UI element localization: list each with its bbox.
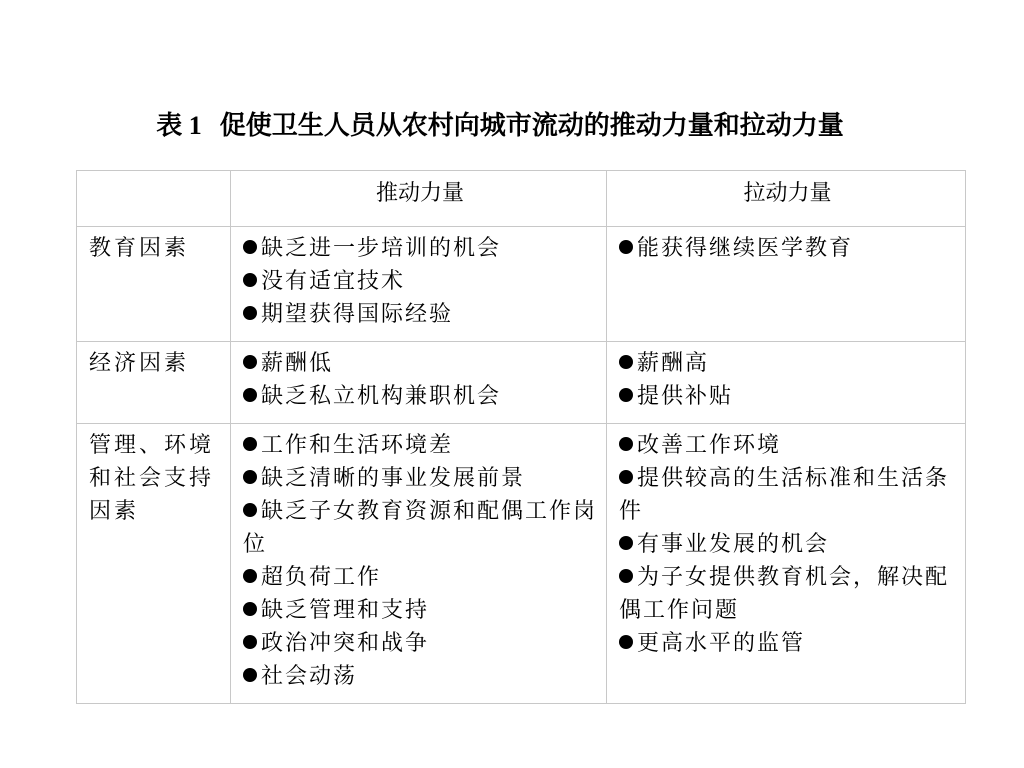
push-cell: [231, 342, 607, 424]
bullet-icon: [619, 437, 633, 451]
bullet-icon: [243, 388, 257, 402]
push-cell: [231, 424, 607, 704]
table-number: 表 1: [156, 111, 202, 140]
factor-label: 经济因素: [77, 342, 231, 424]
pull-list: [619, 347, 956, 413]
list-item-text: 没有适宜技术: [261, 269, 406, 294]
list-item: [619, 429, 956, 462]
push-list: [243, 347, 597, 413]
list-item-text: 薪酬低: [261, 351, 334, 376]
list-item: [243, 429, 597, 462]
table-row-management: [77, 424, 966, 704]
table-row-education: [77, 227, 966, 342]
bullet-icon: [619, 569, 633, 583]
list-item: [619, 380, 956, 413]
bullet-icon: [619, 635, 633, 649]
bullet-icon: [243, 569, 257, 583]
list-item-text: 缺乏子女教育资源和配偶工作岗位: [243, 499, 598, 557]
header-pull: 拉动力量: [607, 171, 966, 227]
push-list: [243, 429, 597, 693]
table-header-row: [77, 171, 966, 227]
list-item-text: 缺乏进一步培训的机会: [261, 236, 502, 261]
bullet-icon: [243, 602, 257, 616]
header-push: 推动力量: [231, 171, 607, 227]
bullet-icon: [243, 503, 257, 517]
list-item-text: 缺乏私立机构兼职机会: [261, 384, 502, 409]
header-corner-cell: [77, 171, 231, 227]
list-item-text: 缺乏清晰的事业发展前景: [261, 466, 526, 491]
list-item-text: 更高水平的监管: [637, 631, 806, 656]
pull-cell: [607, 424, 966, 704]
bullet-icon: [243, 355, 257, 369]
list-item: [243, 561, 597, 594]
list-item-text: 提供较高的生活标准和生活条件: [619, 466, 950, 524]
list-item: [619, 347, 956, 380]
bullet-icon: [619, 355, 633, 369]
pull-list: [619, 232, 956, 265]
factor-label: 管理、环境和社会支持因素: [77, 424, 231, 704]
list-item-text: 缺乏管理和支持: [261, 598, 430, 623]
list-item: [619, 462, 956, 528]
list-item-text: 期望获得国际经验: [261, 302, 454, 327]
bullet-icon: [243, 306, 257, 320]
list-item-text: 能获得继续医学教育: [637, 236, 854, 261]
push-pull-table: [76, 170, 966, 704]
list-item: [243, 660, 597, 693]
table-title: 促使卫生人员从农村向城市流动的推动力量和拉动力量: [219, 111, 844, 141]
list-item: [243, 380, 597, 413]
list-item-text: 为子女提供教育机会，解决配偶工作问题: [619, 565, 950, 623]
list-item: [243, 347, 597, 380]
list-item: [243, 594, 597, 627]
list-item: [243, 627, 597, 660]
bullet-icon: [243, 437, 257, 451]
list-item: [243, 462, 597, 495]
push-list: [243, 232, 597, 331]
list-item: [619, 232, 956, 265]
bullet-icon: [619, 470, 633, 484]
list-item: [243, 265, 597, 298]
list-item-text: 超负荷工作: [261, 565, 382, 590]
list-item-text: 工作和生活环境差: [261, 433, 454, 458]
bullet-icon: [619, 388, 633, 402]
list-item: [243, 298, 597, 331]
bullet-icon: [619, 536, 633, 550]
list-item: [243, 495, 597, 561]
list-item-text: 政治冲突和战争: [261, 631, 430, 656]
push-cell: [231, 227, 607, 342]
list-item: [243, 232, 597, 265]
bullet-icon: [243, 273, 257, 287]
list-item: [619, 528, 956, 561]
list-item-text: 有事业发展的机会: [637, 532, 830, 557]
factor-label: 教育因素: [77, 227, 231, 342]
bullet-icon: [243, 668, 257, 682]
bullet-icon: [243, 240, 257, 254]
list-item-text: 薪酬高: [637, 351, 710, 376]
bullet-icon: [619, 240, 633, 254]
list-item-text: 社会动荡: [261, 664, 358, 689]
pull-cell: [607, 342, 966, 424]
list-item-text: 改善工作环境: [637, 433, 782, 458]
pull-list: [619, 429, 956, 660]
list-item: [619, 627, 956, 660]
table-row-economic: [77, 342, 966, 424]
table-caption: [0, 108, 1000, 144]
list-item-text: 提供补贴: [637, 384, 734, 409]
pull-cell: [607, 227, 966, 342]
bullet-icon: [243, 635, 257, 649]
bullet-icon: [243, 470, 257, 484]
list-item: [619, 561, 956, 627]
